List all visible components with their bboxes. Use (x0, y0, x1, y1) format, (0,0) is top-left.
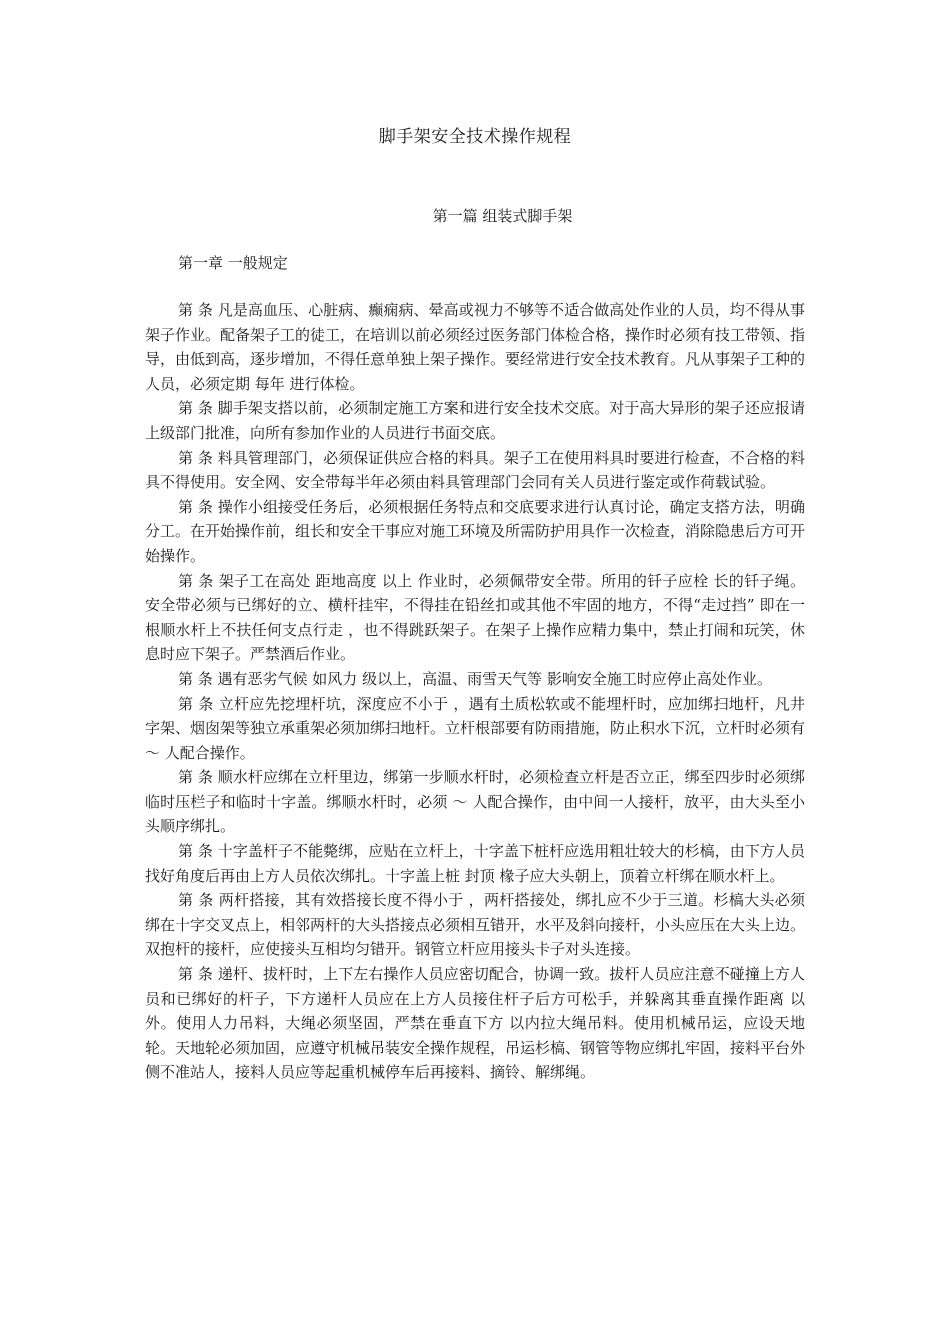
article-paragraph: 第 条 脚手架支搭以前，必须制定施工方案和进行安全技术交底。对于高大异形的架子还应报请上级部门批准，向所有参加作业的人员进行书面交底。 (145, 399, 805, 442)
article-paragraph: 第 条 顺水杆应绑在立杆里边，绑第一步顺水杆时，必须检查立杆是否立正，绑至四步时必须绑临时压栏子和临时十字盖。绑顺水杆时，必须 ～ 人配合操作，由中间一人接杆，放平，由大头至小头顺序绑扎。 (145, 768, 805, 836)
document-title: 脚手架安全技术操作规程 (378, 127, 572, 147)
part-title: 第一篇 组装式脚手架 (432, 207, 573, 225)
chapter-title: 第一章 一般规定 (178, 254, 288, 272)
article-list (145, 298, 805, 1085)
article-paragraph: 第 条 架子工在高处 距地高度 以上 作业时，必须佩带安全带。所用的钎子应栓 长的钎子绳。安全带必须与已绑好的立、横杆挂牢，不得挂在铅丝扣或其他不牢固的地方，不得“走过挡” 即在一根顺水杆上不扶任何支点行走 ，也不得跳跃架子。在架子上操作应精力集中，禁止打闹和玩笑，休息时应下架子。严禁酒后作业。 (145, 571, 805, 664)
article-paragraph: 第 条 两杆搭接，其有效搭接长度不得小于 ，两杆搭接处，绑扎应不少于三道。杉槁大头必须绑在十字交叉点上，相邻两杆的大头搭接点必须相互错开，水平及斜向接杆，小头应压在大头上边。双抱杆的接杆，应使接头互相均匀错开。钢管立杆应用接头卡子对头连接。 (145, 891, 806, 959)
article-paragraph: 第 条 遇有恶劣气候 如风力 级以上，高温、雨雪天气等 影响安全施工时应停止高处作业。 (178, 669, 772, 688)
article-paragraph: 第 条 立杆应先挖埋杆坑，深度应不小于 ，遇有土质松软或不能埋杆时，应加绑扫地杆，凡井字架、烟囱架等独立承重架必须加绑扫地杆。立杆根部要有防雨措施，防止积水下沉，立杆时必须有 ～ 人配合操作。 (145, 694, 806, 762)
article-paragraph: 第 条 料具管理部门，必须保证供应合格的料具。架子工在使用料具时要进行检查，不合格的料具不得使用。安全网、安全带每半年必须由料具管理部门会同有关人员进行鉴定或作荷载试验。 (145, 448, 805, 492)
article-paragraph: 第 条 操作小组接受任务后，必须根据任务特点和交底要求进行认真讨论，确定支搭方法，明确分工。在开始操作前，组长和安全干事应对施工环境及所需防护用具作一次检查，消除隐患后方可开始操作。 (145, 497, 806, 565)
article-paragraph: 第 条 递杆、拔杆时，上下左右操作人员应密切配合，协调一致。拔杆人员应注意不碰撞上方人员和已绑好的杆子，下方递杆人员应在上方人员接住杆子后方可松手，并躲离其垂直操作距离 以外。使用人力吊料，大绳必须坚固，严禁在垂直下方 以内拉大绳吊料。使用机械吊运，应设天地轮。天地轮必须加固，应遵守机械吊装安全操作规程，吊运杉槁、钢管等物应绑扎牢固，接料平台外侧不准站人，接料人员应等起重机械停车后再接料、摘铃、解绑绳。 (145, 965, 806, 1082)
article-paragraph: 第 条 凡是高血压、心脏病、癫痫病、晕高或视力不够等不适合做高处作业的人员，均不得从事架子作业。配备架子工的徒工，在培训以前必须经过医务部门体检合格，操作时必须有技工带领、指导，由低到高，逐步增加，不得任意单独上架子操作。要经常进行安全技术教育。凡从事架子工种的人员，必须定期 每年 进行体检。 (145, 301, 806, 393)
article-paragraph: 第 条 十字盖杆子不能斃绑，应贴在立杆上，十字盖下桩杆应选用粗壮较大的杉槁，由下方人员找好角度后再由上方人员依次绑扎。十字盖上桩 封顶 椽子应大头朝上，顶着立杆绑在顺水杆上。 (145, 842, 805, 885)
